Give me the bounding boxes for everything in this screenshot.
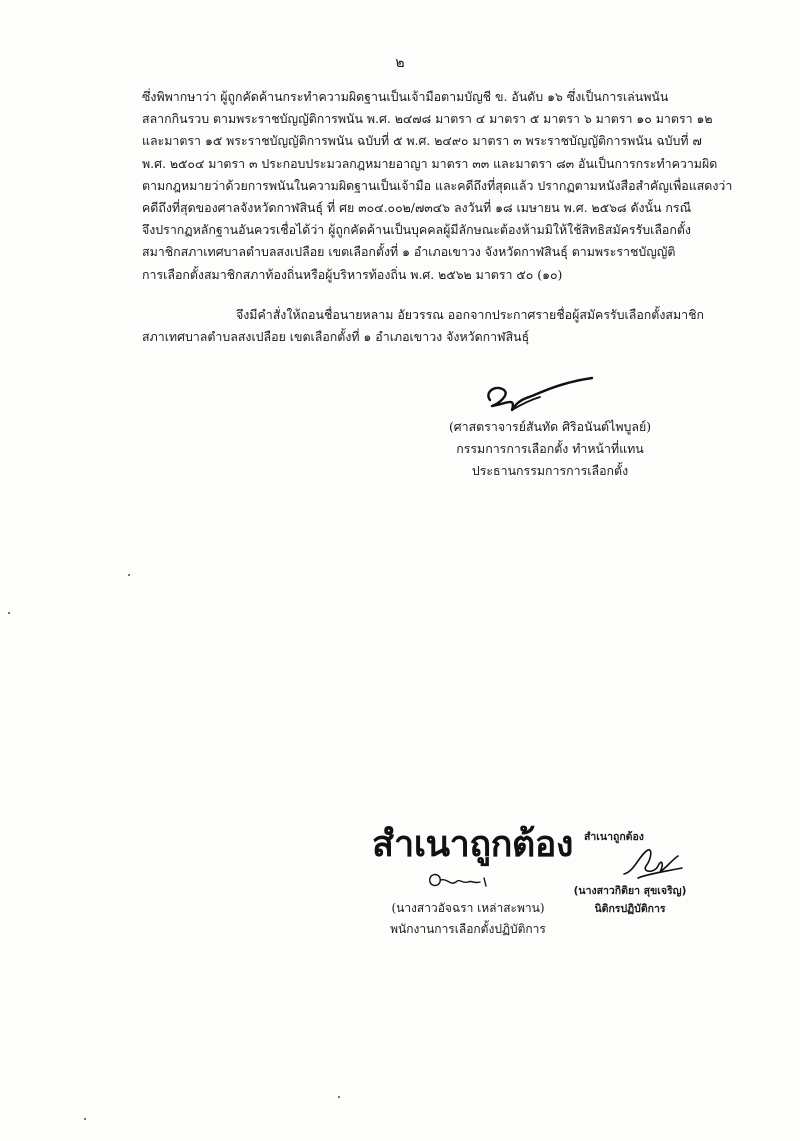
order-paragraph <box>142 304 702 348</box>
body-paragraph <box>142 86 733 286</box>
body-line: การเลือกตั้งสมาชิกสภาท้องถิ่นหรือผู้บริหารท้องถิ่น พ.ศ. ๒๕๖๒ มาตรา ๕๐ (๑๐) <box>142 266 563 282</box>
body-line: สลากกินรวบ ตามพระราชบัญญัติการพนัน พ.ศ. ๒๔๗๘ มาตรา ๔ มาตรา ๕ มาตรา ๖ มาตรา ๑๐ มาตรา ๑๒ <box>142 111 713 127</box>
handwritten-initials <box>424 864 494 894</box>
certified-copy-stamp: สำเนาถูกต้อง <box>584 831 644 843</box>
body-line: คดีถึงที่สุดของศาลจังหวัดกาฬสินธุ์ ที่ ศย ๓๐๔.๐๐๒/๗๓๔๖ ลงวันที่ ๑๘ เมษายน พ.ศ. ๒๕๖๘ ดังนั้น กรณี <box>142 200 692 216</box>
certifier-position: นิติกรปฏิบัติการ <box>594 903 666 915</box>
body-line: ซึ่งพิพากษาว่า ผู้ถูกคัดค้านกระทำความผิดฐานเป็นเจ้ามือตามบัญชี ข. อันดับ ๑๖ ซึ่งเป็นการเล่นพนัน <box>142 89 669 104</box>
order-line: สภาเทศบาลตำบลสงเปลือย เขตเลือกตั้งที่ ๑ อำเภอเขาวง จังหวัดกาฬสินธุ์ <box>142 329 530 345</box>
body-line: พ.ศ. ๒๕๐๔ มาตรา ๓ ประกอบประมวลกฎหมายอาญา มาตรา ๓๓ และมาตรา ๘๓ อันเป็นการกระทำความผิด <box>142 155 718 171</box>
scan-speck <box>84 1118 86 1120</box>
signer-name: (ศาสตราจารย์สันทัด ศิริอนันต์ไพบูลย์) <box>448 419 652 434</box>
handwritten-signature <box>618 844 688 884</box>
certified-copy-stamp: สำเนาถูกต้อง <box>372 824 573 865</box>
handwritten-signature <box>482 370 602 420</box>
certifier-position: พนักงานการเลือกตั้งปฏิบัติการ <box>390 922 546 936</box>
certifier-name: (นางสาวกิติยา สุขเจริญ) <box>573 885 687 897</box>
certifier-block <box>368 898 568 940</box>
signer-position: ประธานกรรมการการเลือกตั้ง <box>471 463 629 479</box>
signer-position: กรรมการการเลือกตั้ง ทำหน้าที่แทน <box>456 441 644 457</box>
body-line: สมาชิกสภาเทศบาลตำบลสงเปลือย เขตเลือกตั้งที่ ๑ อำเภอเขาวง จังหวัดกาฬสินธุ์ ตามพระราชบัญญัติ <box>142 244 676 260</box>
body-line: ตามกฎหมายว่าด้วยการพนันในความผิดฐานเป็นเจ้ามือ และคดีถึงที่สุดแล้ว ปรากฏตามหนังสือสำคัญเพื่อแสดงว่า <box>142 177 733 193</box>
body-line: จึงปรากฏหลักฐานอันควรเชื่อได้ว่า ผู้ถูกคัดค้านเป็นบุคคลผู้มีลักษณะต้องห้ามมิให้ใช้สิทธิสมัครรับเลือกตั้ง <box>142 222 691 238</box>
scan-speck <box>338 1096 340 1098</box>
scan-speck <box>128 574 130 576</box>
body-line: และมาตรา ๑๕ พระราชบัญญัติการพนัน ฉบับที่ ๕ พ.ศ. ๒๔๙๐ มาตรา ๓ พระราชบัญญัติการพนัน ฉบับที่ ๗ <box>142 133 702 149</box>
order-line: จึงมีคำสั่งให้ถอนชื่อนายหลาม อัยวรรณ ออกจากประกาศรายชื่อผู้สมัครรับเลือกตั้งสมาชิก <box>236 307 704 322</box>
certifier-block <box>560 882 700 918</box>
certifier-name: (นางสาวอัจฉรา เหล่าสะพาน) <box>391 901 545 915</box>
page-number: ๒ <box>395 55 405 71</box>
scan-speck <box>8 612 10 614</box>
